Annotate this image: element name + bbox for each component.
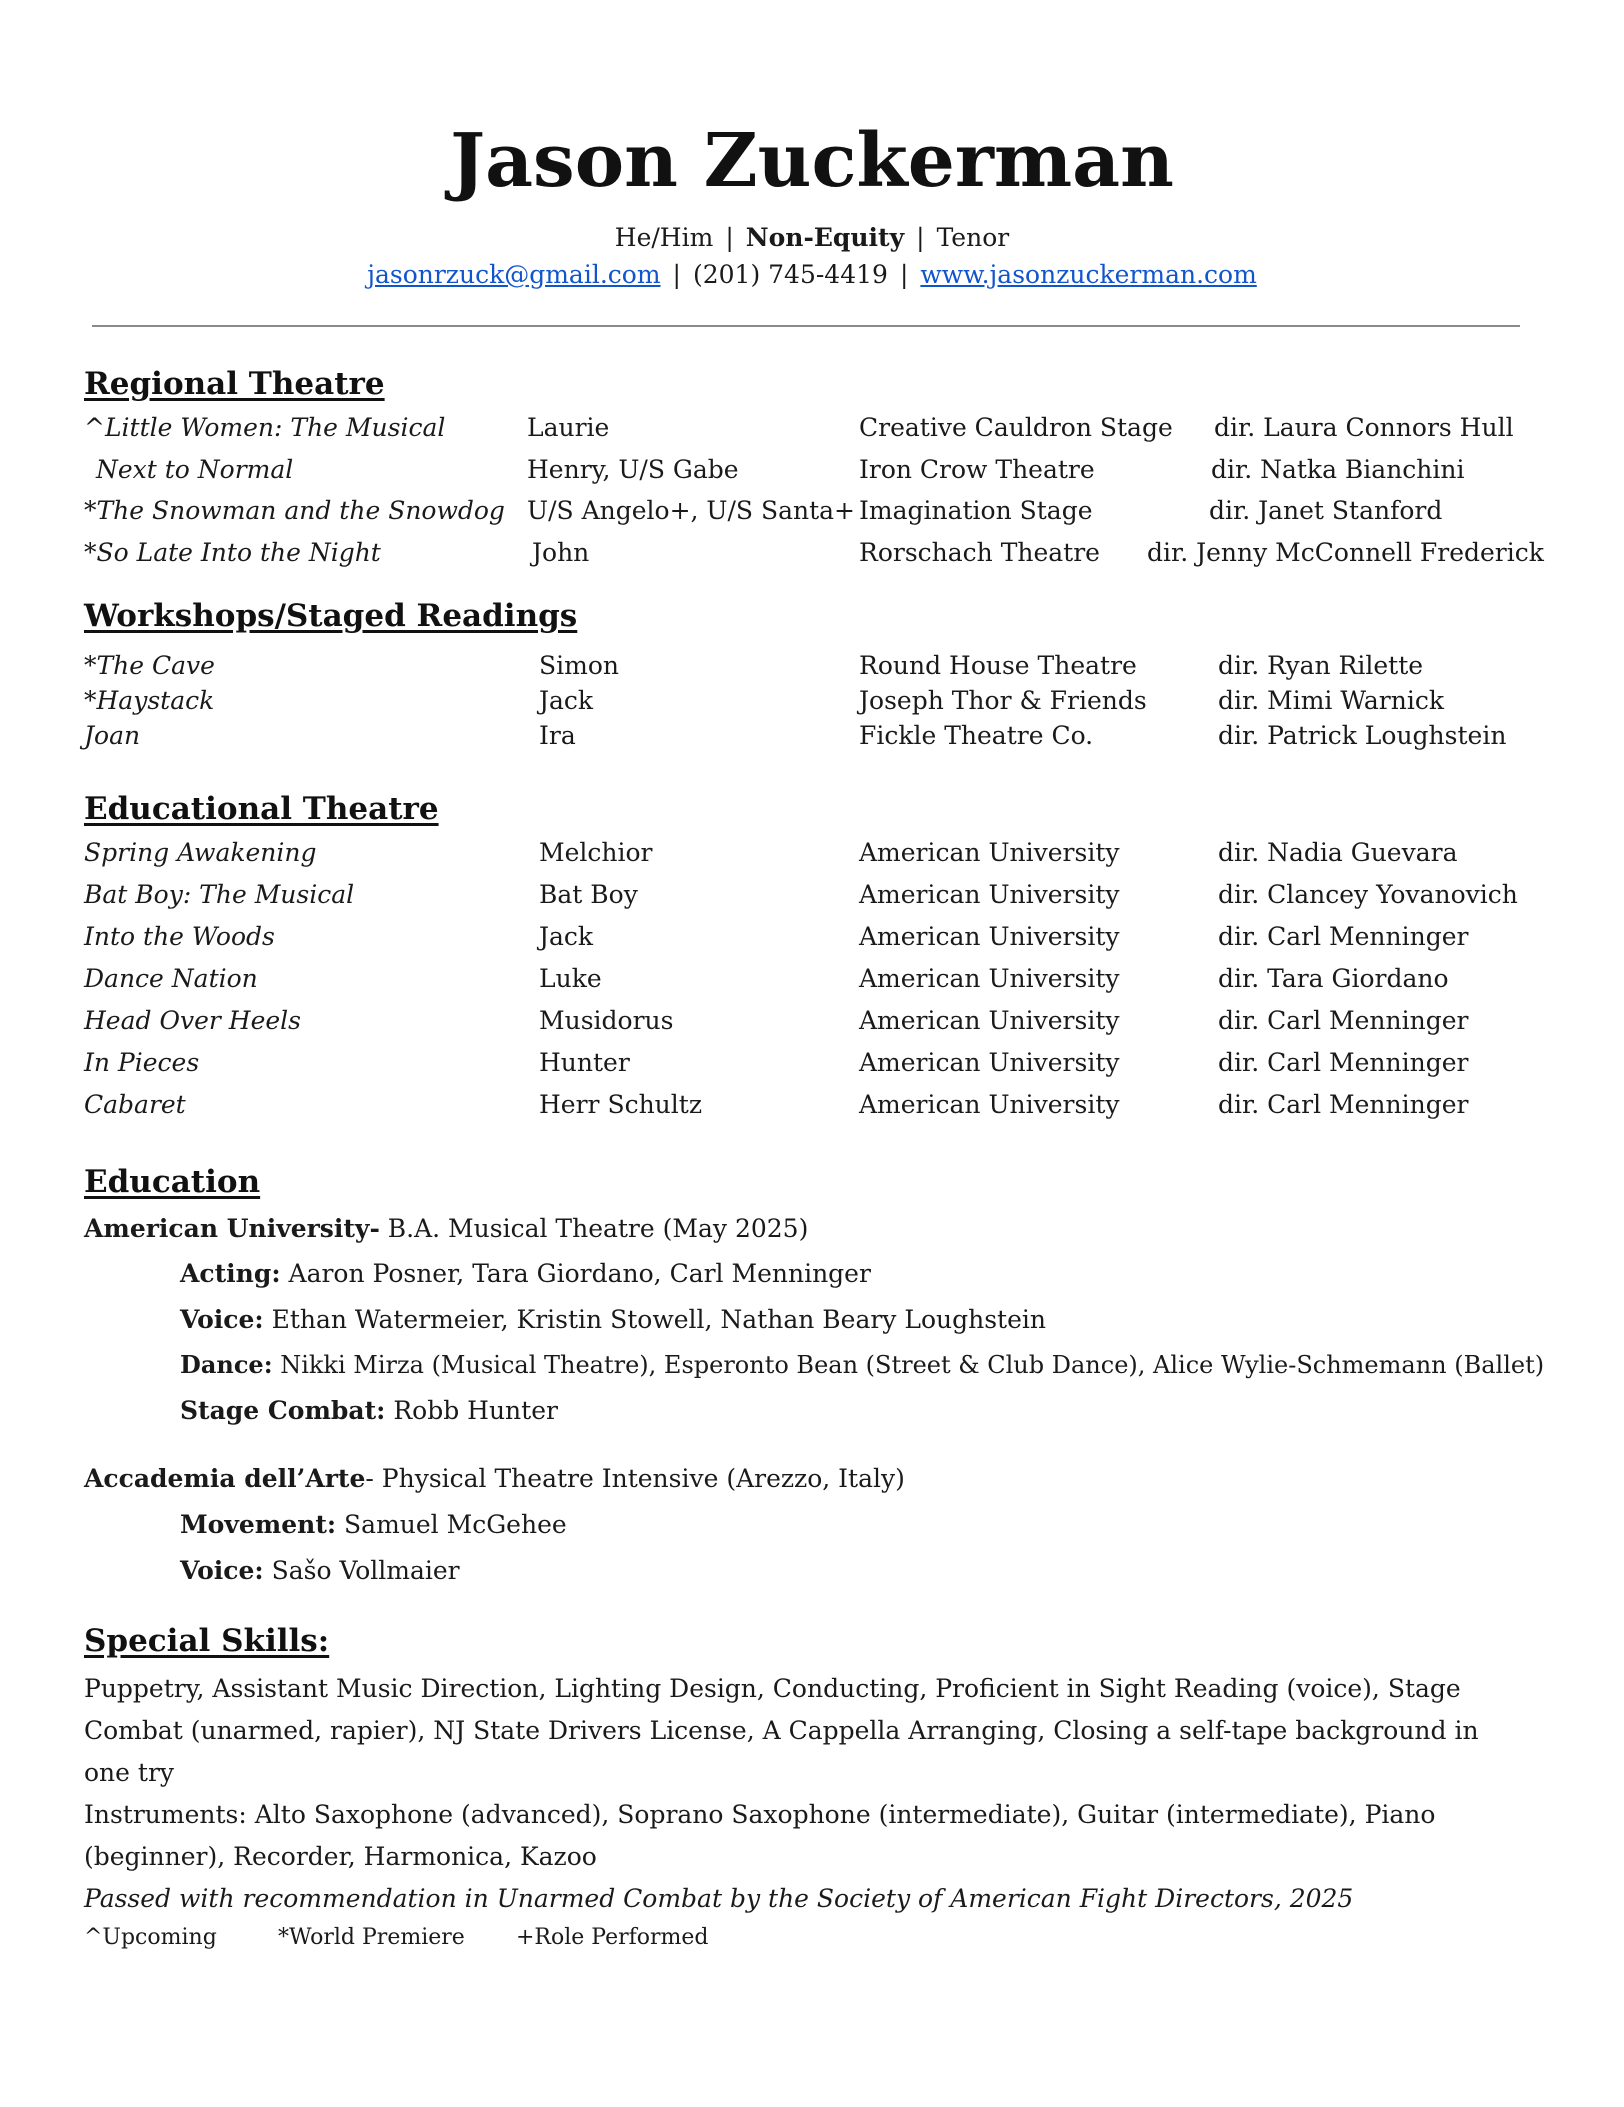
venue: Imagination Stage [859,496,1093,525]
director: dir. Jenny McConnell Frederick [1147,538,1544,567]
pronouns: He/Him [614,223,714,252]
credit-row [0,1048,1624,1082]
section-heading-regional: Regional Theatre [84,366,385,402]
director: dir. Laura Connors Hull [1214,413,1514,442]
program: B.A. Musical Theatre (May 2025) [379,1214,809,1243]
venue: American University [859,838,1120,867]
role: Henry, U/S Gabe [527,455,739,484]
section-heading-educational: Educational Theatre [84,791,439,827]
training-names: Samuel McGehee [336,1510,567,1539]
school-line [84,1214,808,1243]
separator: | [672,260,681,289]
venue: Iron Crow Theatre [859,455,1095,484]
credit-row [0,1090,1624,1124]
program: - Physical Theatre Intensive (Arezzo, Italy) [365,1464,905,1493]
show-title: Next to Normal [96,455,294,484]
credit-row [0,686,1624,720]
role: Herr Schultz [539,1090,702,1119]
training-names: Aaron Posner, Tara Giordano, Carl Menninger [280,1259,871,1288]
role: Hunter [539,1048,630,1077]
role: John [532,538,590,567]
role: Laurie [527,413,610,442]
instruments-list: Instruments: Alto Saxophone (advanced), Soprano Saxophone (intermediate), Guitar (intermediate), Piano (beginner), Recorder, Harmonica, Kazoo [84,1800,1436,1871]
venue: American University [859,1006,1120,1035]
show-title: Dance Nation [84,964,258,993]
union-status: Non-Equity [745,223,905,252]
phone-number: (201) 745-4419 [692,260,888,289]
combat-certification: Passed with recommendation in Unarmed Combat by the Society of American Fight Directors, 2025 [84,1884,1354,1913]
section-heading-education: Education [84,1164,261,1200]
venue: Rorschach Theatre [859,538,1100,567]
role: Jack [539,686,594,715]
director: dir. Ryan Rilette [1218,651,1424,680]
show-title: Spring Awakening [84,838,317,867]
show-title: *Haystack [84,686,215,715]
venue: American University [859,964,1120,993]
training-line [180,1510,567,1539]
email-link[interactable]: jasonrzuck@gmail.com [367,260,661,289]
legend-role-performed: +Role Performed [516,1925,709,1950]
show-title: Bat Boy: The Musical [84,880,355,909]
training-names: Robb Hunter [385,1396,558,1425]
director: dir. Natka Bianchini [1211,455,1465,484]
director: dir. Janet Stanford [1209,496,1443,525]
show-title: Cabaret [84,1090,186,1119]
skills-block [84,1668,1524,1920]
director: dir. Patrick Loughstein [1218,721,1507,750]
training-label: Acting: [180,1259,281,1288]
school-name: Accademia dell’Arte [84,1464,366,1493]
venue: American University [859,1048,1120,1077]
credit-row [0,413,1624,447]
show-title: *So Late Into the Night [84,538,381,567]
role: Ira [539,721,576,750]
role: U/S Angelo+, U/S Santa+ [527,496,856,525]
tagline [0,223,1624,252]
credit-row [0,1006,1624,1040]
show-title: Joan [84,721,141,750]
separator: | [916,223,925,252]
director: dir. Carl Menninger [1218,1006,1469,1035]
training-line [180,1305,1046,1334]
separator: | [899,260,909,289]
show-title: Head Over Heels [84,1006,301,1035]
credit-row [0,455,1624,489]
candidate-name: Jason Zuckerman [450,118,1174,204]
director: dir. Mimi Warnick [1218,686,1444,715]
venue: Round House Theatre [859,651,1137,680]
show-title: *The Snowman and the Snowdog [84,496,505,525]
training-line [180,1259,871,1288]
training-label: Dance: [180,1350,273,1379]
venue: Creative Cauldron Stage [859,413,1173,442]
venue: American University [859,1090,1120,1119]
training-line [180,1396,558,1425]
header-divider [92,325,1520,327]
training-label: Stage Combat: [180,1396,386,1425]
director: dir. Carl Menninger [1218,1090,1469,1119]
credit-row [0,922,1624,956]
credit-row [0,721,1624,755]
voice-type: Tenor [936,223,1010,252]
skills-list: Puppetry, Assistant Music Direction, Lighting Design, Conducting, Proficient in Sight Reading (voice), Stage Combat (unarmed, rapier), NJ State Drivers License, A Cappella Arranging, Closing a self-tape background in one try [84,1674,1479,1787]
training-label: Movement: [180,1510,337,1539]
role: Bat Boy [539,880,638,909]
role: Musidorus [539,1006,674,1035]
school-name: American University- [84,1214,380,1243]
show-title: *The Cave [84,651,215,680]
director: dir. Clancey Yovanovich [1218,880,1518,909]
credit-row [0,880,1624,914]
role: Jack [539,922,594,951]
venue: American University [859,880,1120,909]
role: Melchior [539,838,653,867]
director: dir. Nadia Guevara [1218,838,1458,867]
legend-upcoming: ^Upcoming [84,1925,217,1950]
role: Simon [539,651,619,680]
show-title: ^Little Women: The Musical [84,413,446,442]
contact-line [0,260,1624,289]
website-link[interactable]: www.jasonzuckerman.com [920,260,1257,289]
venue: Joseph Thor & Friends [859,686,1147,715]
school-line [84,1464,905,1493]
training-names: Nikki Mirza (Musical Theatre), Esperonto Bean (Street & Club Dance), Alice Wylie-Schmemann (Ballet) [272,1351,1545,1379]
legend-world-premiere: *World Premiere [278,1925,465,1950]
training-names: Sašo Vollmaier [263,1556,460,1585]
training-label: Voice: [180,1305,264,1334]
credit-row [0,651,1624,685]
show-title: In Pieces [84,1048,200,1077]
venue: American University [859,922,1120,951]
venue: Fickle Theatre Co. [859,721,1094,750]
role: Luke [539,964,602,993]
training-label: Voice: [180,1556,264,1585]
show-title: Into the Woods [84,922,275,951]
training-line [180,1556,460,1585]
credit-row [0,496,1624,530]
training-line [180,1350,1544,1379]
credit-row [0,538,1624,572]
section-heading-workshops: Workshops/Staged Readings [84,598,578,634]
director: dir. Tara Giordano [1218,964,1449,993]
separator: | [725,223,734,252]
training-names: Ethan Watermeier, Kristin Stowell, Nathan Beary Loughstein [263,1305,1046,1334]
director: dir. Carl Menninger [1218,922,1469,951]
section-heading-skills: Special Skills: [84,1623,330,1659]
credit-row [0,838,1624,872]
credit-row [0,964,1624,998]
director: dir. Carl Menninger [1218,1048,1469,1077]
